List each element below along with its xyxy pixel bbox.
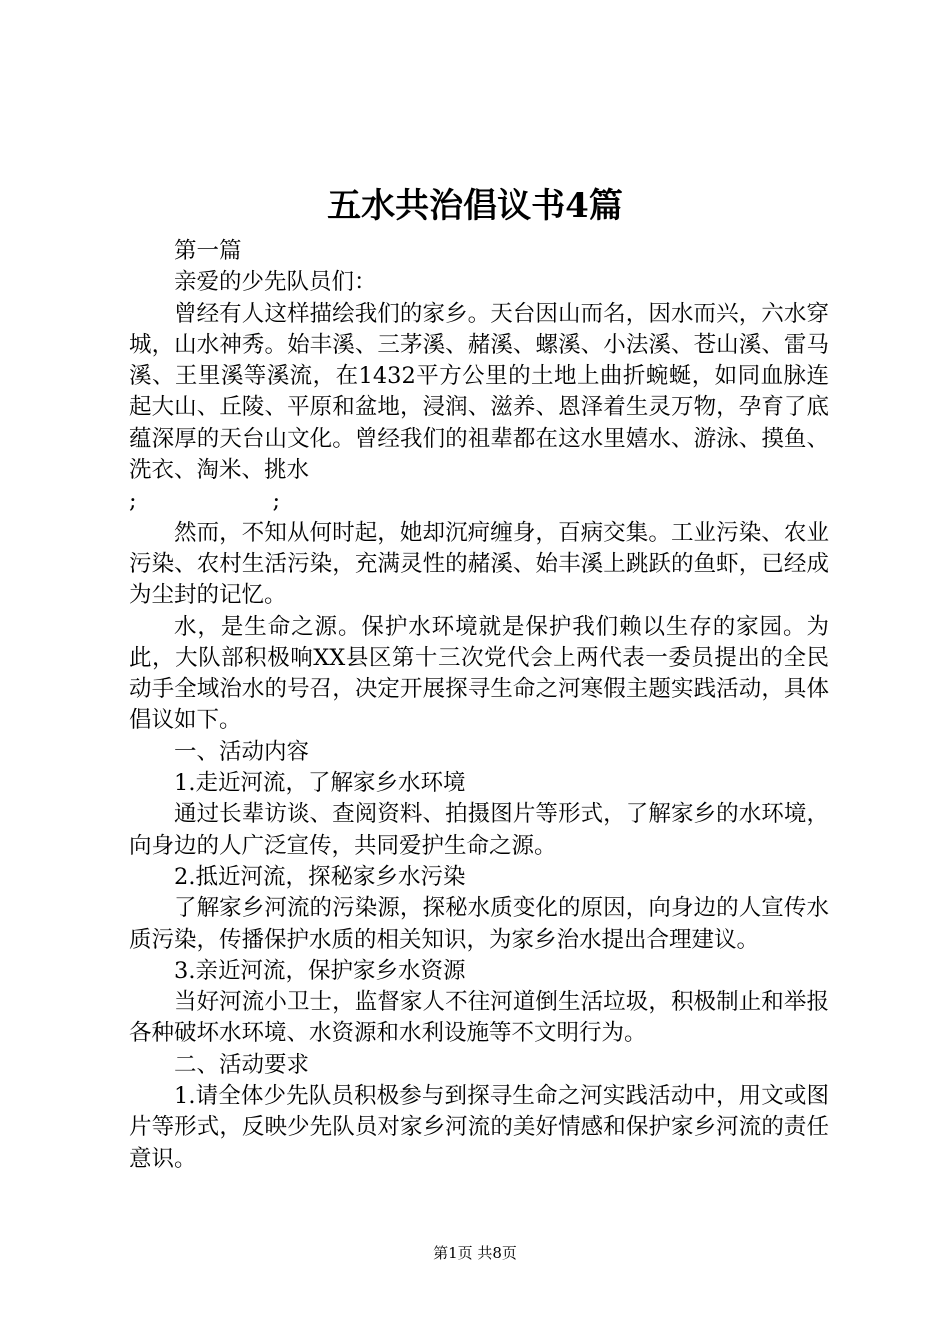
subheading-2: 2.抵近河流，探秘家乡水污染 [174,863,466,890]
salutation: 亲爱的少先队员们： [174,269,377,296]
paragraph-1: 通过长辈访谈、查阅资料、拍摄图片等形式，了解家乡的水环境，向身边的人广泛宣传，共同爱护生命之源。 [129,801,829,859]
paragraph-requirement-1: 1.请全体少先队员积极参与到探寻生命之河实践活动中，用文或图片等形式，反映少先队员对家乡河流的美好情感和保护家乡河流的责任意识。 [129,1083,829,1172]
section-heading-first: 第一篇 [174,238,242,264]
paragraph-water-source: 水，是生命之源。保护水环境就是保护我们赖以生存的家园。为此，大队部积极响XX县区第十三次党代会上两代表一委员提出的全民动手全域治水的号召，决定开展探寻生命之河寒假主题实践活动，具体倡议如下。 [129,613,829,734]
page-footer: 第1页 共8页 [433,1244,517,1262]
document-title: 五水共治倡议书4篇 [327,186,623,226]
semicolon-line: ; ; [129,488,281,515]
paragraph-hometown: 曾经有人这样描绘我们的家乡。天台因山而名，因水而兴，六水穿城，山水神秀。始丰溪、三茅溪、赭溪、螺溪、小法溪、苍山溪、雷马溪、王里溪等溪流，在1432平方公里的土地上曲折蜿蜒，如同血脉连起大山、丘陵、平原和盆地，浸润、滋养、恩泽着生灵万物，孕育了底蕴深厚的天台山文化。曾经我们的祖辈都在这水里嬉水、游泳、摸鱼、洗衣、淘米、挑水 [129,300,829,484]
subheading-1: 1.走近河流，了解家乡水环境 [174,770,466,797]
paragraph-3: 当好河流小卫士，监督家人不往河道倒生活垃圾，积极制止和举报各种破坏水环境、水资源和水利设施等不文明行为。 [129,989,829,1047]
heading-activity-requirements: 二、活动要求 [174,1051,310,1078]
paragraph-pollution: 然而，不知从何时起，她却沉疴缠身，百病交集。工业污染、农业污染、农村生活污染，充满灵性的赭溪、始丰溪上跳跃的鱼虾，已经成为尘封的记忆。 [129,519,829,609]
paragraph-2: 了解家乡河流的污染源，探秘水质变化的原因，向身边的人宣传水质污染，传播保护水质的相关知识，为家乡治水提出合理建议。 [129,895,829,953]
subheading-3: 3.亲近河流，保护家乡水资源 [174,957,466,984]
heading-activity-content: 一、活动内容 [174,738,310,765]
document-body [129,236,829,1175]
